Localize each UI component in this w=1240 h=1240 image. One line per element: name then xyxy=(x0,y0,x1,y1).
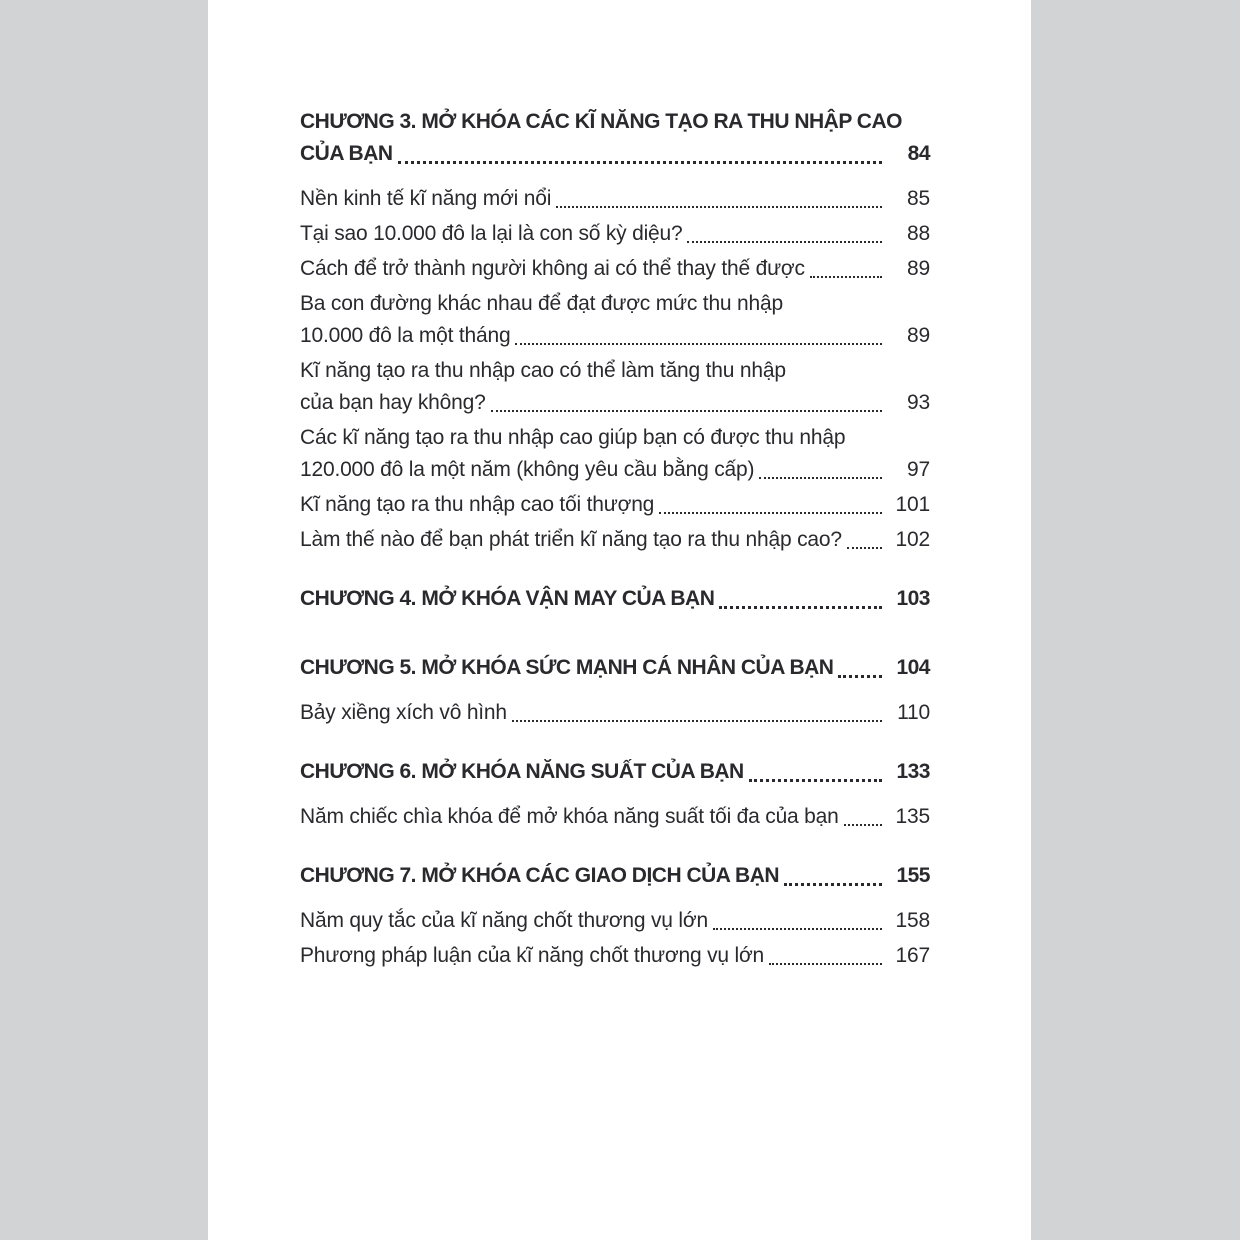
toc-entry xyxy=(300,355,930,419)
right-margin-panel xyxy=(1031,0,1240,1240)
toc-entry xyxy=(300,253,930,285)
toc-entry-text: Nền kinh tế kĩ năng mới nổi xyxy=(300,187,552,210)
toc-dot-leader xyxy=(838,675,882,678)
toc-entry-text: 10.000 đô la một tháng xyxy=(300,324,511,347)
toc-entry-text: Cách để trở thành người không ai có thể thay thế được xyxy=(300,257,805,280)
toc-entry xyxy=(300,801,930,833)
toc-entry xyxy=(300,756,930,788)
toc-entry xyxy=(300,422,930,486)
toc-page-number: 88 xyxy=(907,222,930,245)
left-margin-panel xyxy=(0,0,208,1240)
toc-entry-line xyxy=(300,801,930,833)
toc-page-number: 102 xyxy=(895,528,930,551)
toc-entry-line xyxy=(300,320,930,352)
toc-entry-text: của bạn hay không? xyxy=(300,391,486,414)
toc-entry-text: CHƯƠNG 3. MỞ KHÓA CÁC KĨ NĂNG TẠO RA THU NHẬP CAO xyxy=(300,110,902,133)
toc-entry-line xyxy=(300,583,930,615)
toc-page-number: 155 xyxy=(896,864,930,887)
toc-entry-text: Kĩ năng tạo ra thu nhập cao có thể làm tăng thu nhập xyxy=(300,359,786,382)
toc-dot-leader xyxy=(759,477,882,479)
toc-entry-text: Phương pháp luận của kĩ năng chốt thương vụ lớn xyxy=(300,944,765,967)
toc-entry xyxy=(300,288,930,352)
toc-dot-leader xyxy=(687,241,882,243)
toc-entry-text: Làm thế nào để bạn phát triển kĩ năng tạo ra thu nhập cao? xyxy=(300,528,842,551)
toc-entry-text: Bảy xiềng xích vô hình xyxy=(300,701,507,724)
toc-entry-line xyxy=(300,253,930,285)
toc-entry-text: Năm quy tắc của kĩ năng chốt thương vụ lớn xyxy=(300,909,708,932)
toc-entry xyxy=(300,860,930,892)
toc-entry-line xyxy=(300,652,930,684)
toc-dot-leader xyxy=(719,606,882,609)
toc-entry-text: CHƯƠNG 7. MỞ KHÓA CÁC GIAO DỊCH CỦA BẠN xyxy=(300,864,780,887)
toc-entry-line xyxy=(300,697,930,729)
toc-entry-line xyxy=(300,218,930,250)
toc-entry-text: CHƯƠNG 4. MỞ KHÓA VẬN MAY CỦA BẠN xyxy=(300,587,715,610)
toc-entry-line xyxy=(300,940,930,972)
toc-dot-leader xyxy=(847,547,882,549)
toc-dot-leader xyxy=(556,206,882,208)
toc-page-number: 93 xyxy=(907,391,930,414)
toc-page-number: 89 xyxy=(907,257,930,280)
toc-entry-text: CỦA BẠN xyxy=(300,142,393,165)
toc-entry-text: 120.000 đô la một năm (không yêu cầu bằng cấp) xyxy=(300,458,755,481)
toc-entry-text: CHƯƠNG 6. MỞ KHÓA NĂNG SUẤT CỦA BẠN xyxy=(300,760,744,783)
toc-dot-leader xyxy=(491,410,882,412)
toc-entry xyxy=(300,489,930,521)
toc-page-number: 167 xyxy=(895,944,930,967)
toc-entry-line xyxy=(300,756,930,788)
toc-page-number: 110 xyxy=(897,701,930,724)
toc-entry-line xyxy=(300,138,930,170)
toc-entry-line xyxy=(300,355,930,387)
toc-entry-line xyxy=(300,454,930,486)
toc-entry-line xyxy=(300,288,930,320)
toc-dot-leader xyxy=(659,512,882,514)
toc-entry xyxy=(300,218,930,250)
toc-entry xyxy=(300,905,930,937)
book-page xyxy=(208,0,1031,1240)
toc-entry-line xyxy=(300,387,930,419)
toc-dot-leader xyxy=(810,276,882,278)
toc-entry-text: Ba con đường khác nhau để đạt được mức thu nhập xyxy=(300,292,783,315)
toc-page-number: 158 xyxy=(895,909,930,932)
toc-entry xyxy=(300,697,930,729)
toc-entry xyxy=(300,106,930,170)
toc-page-number: 85 xyxy=(907,187,930,210)
toc-page-number: 104 xyxy=(896,656,930,679)
toc-page-number: 101 xyxy=(895,493,930,516)
toc-page-number: 103 xyxy=(896,587,930,610)
toc-entry-line xyxy=(300,106,930,138)
toc-dot-leader xyxy=(713,928,882,930)
toc-page-number: 97 xyxy=(907,458,930,481)
toc-dot-leader xyxy=(749,779,882,782)
toc-entry-line xyxy=(300,860,930,892)
toc-dot-leader xyxy=(769,963,882,965)
toc-entry-text: Tại sao 10.000 đô la lại là con số kỳ diệu? xyxy=(300,222,683,245)
toc-entry xyxy=(300,183,930,215)
toc-page-number: 135 xyxy=(895,805,930,828)
toc-entry-text: Các kĩ năng tạo ra thu nhập cao giúp bạn có được thu nhập xyxy=(300,426,846,449)
toc-dot-leader xyxy=(512,720,882,722)
toc-page-number: 133 xyxy=(896,760,930,783)
toc-entry xyxy=(300,652,930,684)
toc-entry xyxy=(300,940,930,972)
toc-entry xyxy=(300,524,930,556)
toc-entry-text: Kĩ năng tạo ra thu nhập cao tối thượng xyxy=(300,493,655,516)
toc-dot-leader xyxy=(398,161,882,164)
toc-entry-line xyxy=(300,422,930,454)
toc-entry-line xyxy=(300,524,930,556)
table-of-contents xyxy=(208,0,1031,975)
toc-dot-leader xyxy=(844,824,882,826)
toc-entry-text: CHƯƠNG 5. MỞ KHÓA SỨC MẠNH CÁ NHÂN CỦA BẠN xyxy=(300,656,834,679)
toc-entry xyxy=(300,583,930,615)
toc-page-number: 84 xyxy=(907,142,930,165)
toc-entry-line xyxy=(300,489,930,521)
toc-dot-leader xyxy=(515,343,882,345)
toc-page-number: 89 xyxy=(907,324,930,347)
toc-dot-leader xyxy=(784,883,882,886)
toc-entry-line xyxy=(300,905,930,937)
toc-entry-line xyxy=(300,183,930,215)
toc-entry-text: Năm chiếc chìa khóa để mở khóa năng suất tối đa của bạn xyxy=(300,805,839,828)
